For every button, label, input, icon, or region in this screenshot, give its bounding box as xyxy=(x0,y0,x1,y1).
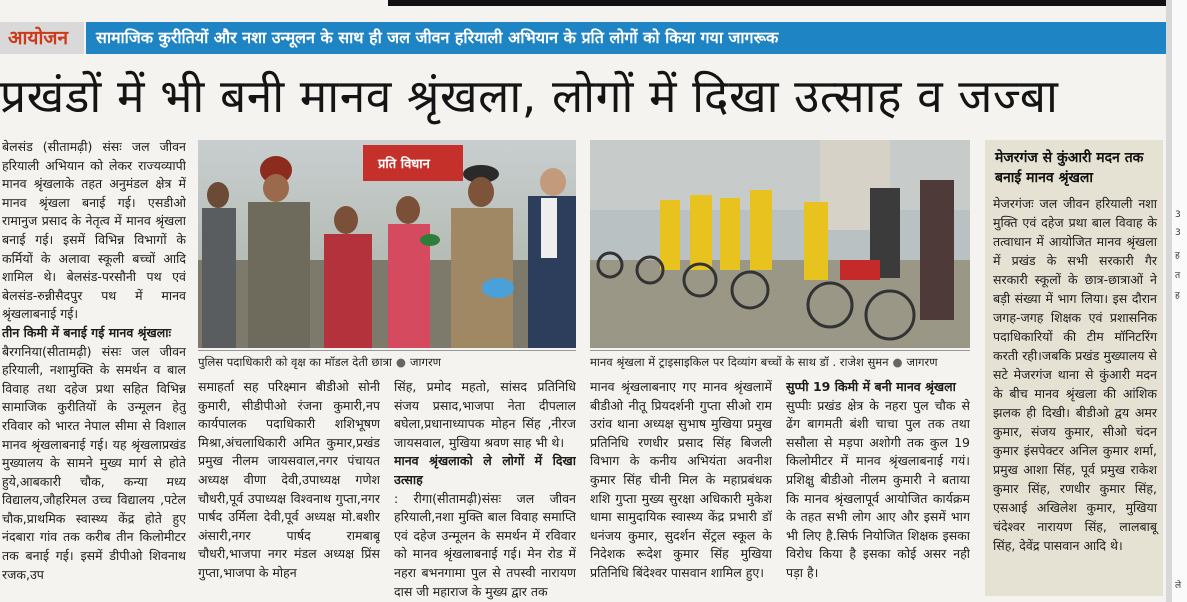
strip-char: त xyxy=(1175,271,1181,281)
paragraph: मानव श्रृंखलाबनाए गए मानव श्रृंखलामें बीडीओ नीतू प्रियदर्शनी गुप्ता सीओ राम उरांव थाना अध्यक्ष सुभाष मुखिया प्रमुख प्रतिनिधि रणधीर प्रसाद सिंह बिजली विभाग के कनीय अभियंता अवनीश कुमार सिंह चीनी मिल के महाप्रबंधक शशि गुप्ता मुख्य सुरक्षा अधिकारी मुकेश धामा सामुदायिक स्वास्थ्य केंद्र प्रभारी डॉ धनंजय कुमार, सुदर्शन सेंट्रल स्कूल के निदेशक रूदेश कुमार सिंह मुखिया प्रतिनिधि बिंदेश्वर पासवान शामिल हुए। xyxy=(590,379,772,580)
subhead: सुप्पी 19 किमी में बनी मानव श्रृंखला xyxy=(786,379,956,394)
photo-caption-1: पुलिस पदाधिकारी को वृक्ष का मॉडल देती छात्रा ● जागरण xyxy=(198,350,576,373)
photo-credit: जागरण xyxy=(906,355,938,369)
article-column-2 xyxy=(198,378,380,600)
adjacent-page-strip xyxy=(1172,0,1187,602)
paragraph: सुप्पीः प्रखंड क्षेत्र के नहरा पुल चौक से ढेंग बागमती बंशी चाचा पुल तक तथा ससौला से मड़पा अशोगी तक कुल 19 किलोमीटर में मानव श्रृंखलाबनाई गयं। प्रशिक्षु बीडीओ नीलम कुमारी ने बताया कि मानव श्रृंखलापूर्व आयोजित कार्यक्रम के तहत सभी लोग आए और इसमें भाग भी लिए है.सिर्फ नियोजित शिक्षक इसका विरोध किया है इसका कोई असर नही पड़ा है। xyxy=(786,397,970,580)
article-column-5 xyxy=(786,378,970,600)
paragraph: सिंह, प्रमोद महतो, सांसद प्रतिनिधि संजय प्रसाद,भाजपा नेता दीपलाल बघेला,प्रधानाध्यापक मोहन सिंह ,नीरज जायसवाल, मुखिया श्रवण साह भी थे। xyxy=(394,379,576,450)
banner-text: प्रति विधान xyxy=(378,157,430,172)
photo-credit: जागरण xyxy=(409,355,441,369)
headline: प्रखंडों में भी बनी मानव श्रृंखला, लोगों में दिखा उत्साह व जज्बा xyxy=(0,69,1059,123)
subhead: तीन किमी में बनाई गई मानव श्रृंखलाः xyxy=(2,324,171,340)
strip-char: 3 xyxy=(1175,228,1181,238)
paragraph: बेलसंड (सीतामढ़ी) संसः जल जीवन हरियाली अभियान को लेकर राज्यव्यापी मानव श्रृंखलाके तहत अनुमंडल क्षेत्र में मानव श्रृंखला बनाई गई। एसडीओ रामानुज प्रसाद के नेतृत्व में मानव श्रृंखला बनाई गई। इसमें विभिन्न विभागों के कर्मियों के अलावा स्कूली बच्चों आदि शामिल थे। बेलसंड-परसौनी पथ एवं बेलसंड-रुन्नीसैदपुर पथ में मानव श्रृंखलाबनाई गई। xyxy=(2,139,186,322)
photo-students-police xyxy=(198,140,576,348)
subhead: मानव श्रृंखलाको ले लोगों में दिखा उत्साह xyxy=(394,453,576,487)
paragraph: : रीगा(सीतामढ़ी)संसः जल जीवन हरियाली,नशा मुक्ति बाल विवाह समाप्ति एवं दहेज उन्मूलन के समर्थन में रविवार को मानव श्रृंखलाबनाई गई। मेन रोड में नहरा बभनगामा पुल से तपस्वी नारायण दास जी महाराज के मुख्य द्वार तक xyxy=(394,490,576,599)
top-rule xyxy=(388,0,1172,6)
article-column-3 xyxy=(394,378,576,600)
paragraph: समाहर्ता सह परिक्ष्मान बीडीओ सोनी कुमारी, सीडीपीओ रंजना कुमारी,नप कार्यपालक पदाधिकारी शशिभूषण मिश्रा,अंचलाधिकारी अमित कुमार,प्रखंड प्रमुख नीलम जायसवाल,नगर पंचायत अध्यक्ष वीणा देवी,उपाध्यक्ष गणेश चौधरी,पूर्व उपाध्यक्ष विश्वनाथ गुप्ता,नगर पार्षद उर्मिला देवी,पूर्व अध्यक्ष मो.बशीर अंसारी,नगर पार्षद रामबाबू चौधरी,भाजपा नगर मंडल अध्यक्ष प्रिंस गुप्ता,भाजपा के मोहन xyxy=(198,379,380,580)
photo-tricycle-children xyxy=(590,140,970,348)
photo-caption-2: मानव श्रृंखला में ट्राइसाइकिल पर दिव्यांग बच्चों के साथ डॉ . राजेश सुमन ● जागरण xyxy=(590,350,970,373)
section-tag: आयोजन xyxy=(0,22,84,54)
strip-char: ले xyxy=(1175,581,1182,591)
strip-char: ह xyxy=(1175,291,1180,301)
photo-image xyxy=(590,140,970,348)
strip-char: ह xyxy=(1175,251,1180,261)
sidebar-body: मेजरगंजः जल जीवन हरियाली नशा मुक्ति एवं दहेज प्रथा बाल विवाह के तत्वाधान में आयोजित मानव श्रृंखला में प्रखंड के सभी सरकारी गैर सरकारी स्कूलों के छात्र-छात्राओं ने बड़ी संख्या में भाग लिया। इस दौरान जगह-जगह शिक्षक एवं प्रशासनिक पदाधिकारियों की टीम मॉनिटरिंग करती रही।जबकि प्रखंड मुख्यालय से सटे मेजरगंज थाना से कुंआरी मदन के बीच मानव श्रृंखला की आंशिक झलक ही दिखी। बीडीओ द्वय अमर कुमार, संजय कुमार, सीओ चंदन कुमार इंसपेक्टर अनिल कुमार शर्मा, प्रमुख आशा सिंह, पूर्व प्रमुख राकेश कुमार सिंह, रणधीर कुमार सिंह, एसआई अखिलेश कुमार, मुखिया चंदेश्वर नारायण सिंह, लालबाबू सिंह, देवेंद्र पासवान आदि थे। xyxy=(993,196,1157,553)
photo-image xyxy=(198,140,576,348)
sidebar-title: मेजरगंज से कुंआरी मदन तक बनाई मानव श्रृंखला xyxy=(995,150,1144,186)
article-column-4 xyxy=(590,378,772,600)
paragraph: बैरगनिया(सीतामढ़ी) संसः जल जीवन हरियाली, नशामुक्ति के समर्थन व बाल विवाह तथा दहेज प्रथा सहित विभिन्न सामाजिक कुरीतियों के उन्मूलन हेतु रविवार को भारत नेपाल सीमा से विशाल मानव श्रृंखलाबनाई गई। यह श्रृंखलाप्रखंड मुख्यालय के सामने मुख्य मार्ग से होते हुये,आबकारी चौक, कन्या मध्य विद्यालय,जौहरिमल उच्च विद्यालय ,पटेल चौक,प्राथमिक स्वास्थ्य केंद्र होते हुए नंदबारा गांव तक करीब तीन किलोमीटर तक बनाई गई। इसमें डीपीओ शिवनाथ रजक,उप xyxy=(2,343,186,582)
kicker-strap: सामाजिक कुरीतियों और नशा उन्मूलन के साथ ही जल जीवन हरियाली अभियान के प्रति लोगों को किया गया जागरूक xyxy=(86,22,1166,54)
sidebar-story xyxy=(985,140,1163,596)
strip-char: 3 xyxy=(1175,210,1181,220)
article-column-1 xyxy=(2,138,186,598)
